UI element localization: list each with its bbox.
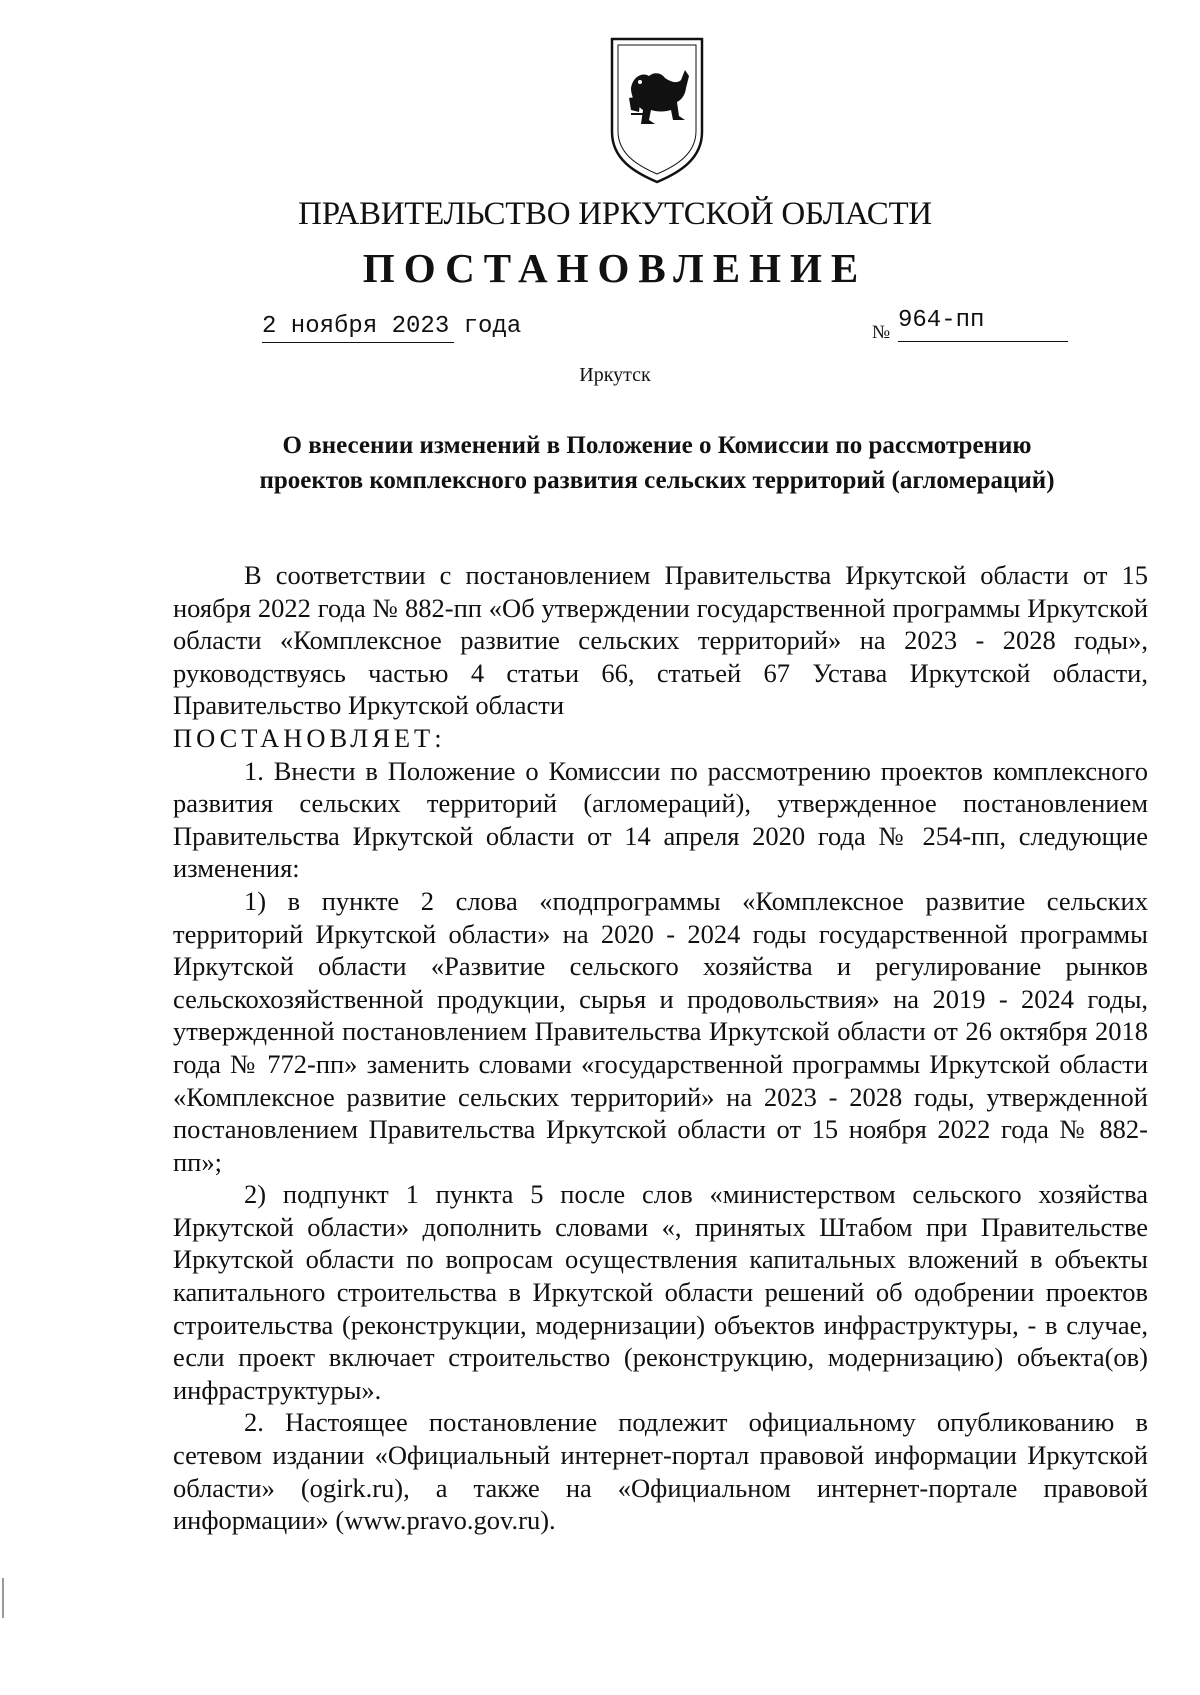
document-date: 2 ноября 2023 года xyxy=(262,313,454,343)
subject-line: О внесении изменений в Положение о Комиссии по рассмотрению xyxy=(282,432,1032,459)
paragraph-1: 1. Внести в Положение о Комиссии по рассмотрению проектов комплексного развития сельских территорий (агломераций), утвержденное постановлением Правительства Иркутской области от 14 апреля 2020 года № 254-пп, следующие изменения: xyxy=(173,755,1148,884)
scan-edge-mark xyxy=(2,1578,4,1618)
paragraph-resolves: ПОСТАНОВЛЯЕТ: xyxy=(173,722,446,753)
paragraph-2: 2. Настоящее постановление подлежит официальному опубликованию в сетевом издании «Официальный интернет-портал правовой информации Иркутской области» (ogirk.ru), а также на «Официальном интернет-портале правовой информации» (www.pravo.gov.ru). xyxy=(173,1407,1148,1536)
subject-line: проектов комплексного развития сельских территорий (агломераций) xyxy=(259,467,1055,494)
paragraph-1-2: 2) подпункт 1 пункта 5 после слов «министерством сельского хозяйства Иркутской области» дополнить словами «, принятых Штабом при Правительстве Иркутской области по вопросам осуществления капитальных вложений в объекты капитального строительства в Иркутской области решений об одобрении проектов строительства (реконструкции, модернизации) объектов инфраструктуры, - в случае, если проект включает строительство (реконструкцию, модернизацию) объекта(ов) инфраструктуры». xyxy=(173,1179,1148,1405)
document-subject xyxy=(172,428,1142,498)
city: Иркутск xyxy=(579,364,651,386)
document-number: 964-пп xyxy=(898,307,1068,342)
paragraph-intro: В соответствии с постановлением Правительства Иркутской области от 15 ноября 2022 года № 882-пп «Об утверждении государственной программы Иркутской области «Комплексное развитие сельских территорий» на 2023 - 2028 годы», руководствуясь частью 4 статьи 66, статьей 67 Устава Иркутской области, Правительство Иркутской области xyxy=(173,560,1148,721)
number-sign: № xyxy=(872,322,891,343)
document-type: ПОСТАНОВЛЕНИЕ xyxy=(362,245,868,291)
org-title: ПРАВИТЕЛЬСТВО ИРКУТСКОЙ ОБЛАСТИ xyxy=(298,196,932,232)
irkutsk-coat-of-arms-icon xyxy=(609,36,705,184)
paragraph-1-1: 1) в пункте 2 слова «подпрограммы «Комплексное развитие сельских территорий Иркутской области» на 2020 - 2024 годы государственной программы Иркутской области «Развитие сельского хозяйства и регулирование рынков сельскохозяйственной продукции, сырья и продовольствия» на 2019 - 2024 годы, утвержденной постановлением Правительства Иркутской области от 26 октября 2018 года № 772-пп» заменить словами «государственной программы Иркутской области «Комплексное развитие сельских территорий» на 2023 - 2028 годы, утвержденной постановлением Правительства Иркутской области от 15 ноября 2022 года № 882-пп»; xyxy=(173,885,1148,1177)
document-body xyxy=(173,559,1148,1537)
